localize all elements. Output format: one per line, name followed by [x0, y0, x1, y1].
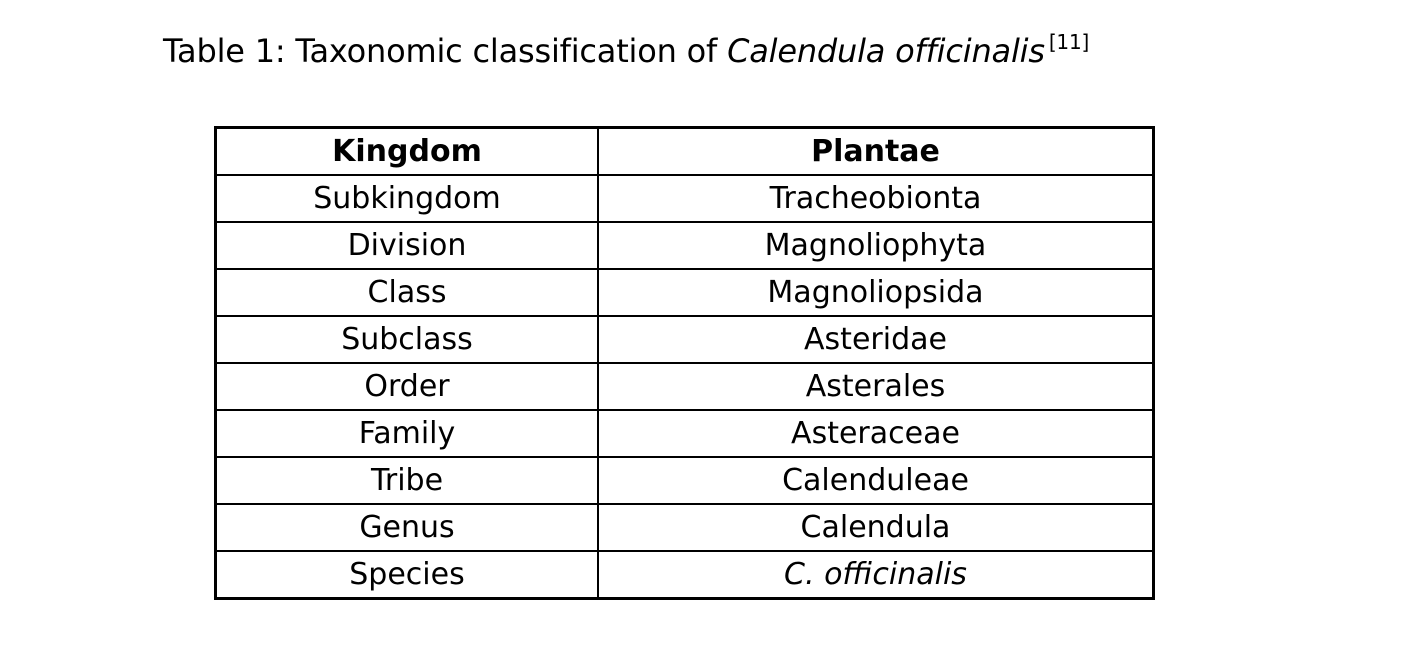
taxonomy-table [214, 126, 1155, 600]
rank-cell: Order [216, 363, 599, 410]
table-row [216, 269, 1154, 316]
caption-prefix: Table 1: Taxonomic classification of [163, 32, 728, 70]
rank-cell: Family [216, 410, 599, 457]
caption-reference: [11] [1048, 30, 1090, 54]
table-row [216, 551, 1154, 599]
taxon-cell: Asteraceae [598, 410, 1154, 457]
taxon-cell: Magnoliophyta [598, 222, 1154, 269]
caption-species: Calendula officinalis [727, 32, 1045, 70]
rank-cell: Class [216, 269, 599, 316]
rank-cell: Genus [216, 504, 599, 551]
table-row [216, 175, 1154, 222]
table-row [216, 457, 1154, 504]
rank-cell: Species [216, 551, 599, 599]
table-row [216, 504, 1154, 551]
table-row [216, 363, 1154, 410]
rank-cell: Division [216, 222, 599, 269]
rank-cell: Subclass [216, 316, 599, 363]
taxon-cell: Tracheobionta [598, 175, 1154, 222]
taxon-cell: C. officinalis [598, 551, 1154, 599]
taxon-cell: Asterales [598, 363, 1154, 410]
table-caption [163, 30, 1089, 70]
header-taxon-cell: Plantae [598, 128, 1154, 176]
taxon-cell: Calendula [598, 504, 1154, 551]
taxon-cell: Calenduleae [598, 457, 1154, 504]
table-header-row [216, 128, 1154, 176]
taxon-cell: Asteridae [598, 316, 1154, 363]
table-row [216, 316, 1154, 363]
rank-cell: Tribe [216, 457, 599, 504]
taxon-cell: Magnoliopsida [598, 269, 1154, 316]
table-row [216, 222, 1154, 269]
header-rank-cell: Kingdom [216, 128, 599, 176]
table-row [216, 410, 1154, 457]
rank-cell: Subkingdom [216, 175, 599, 222]
